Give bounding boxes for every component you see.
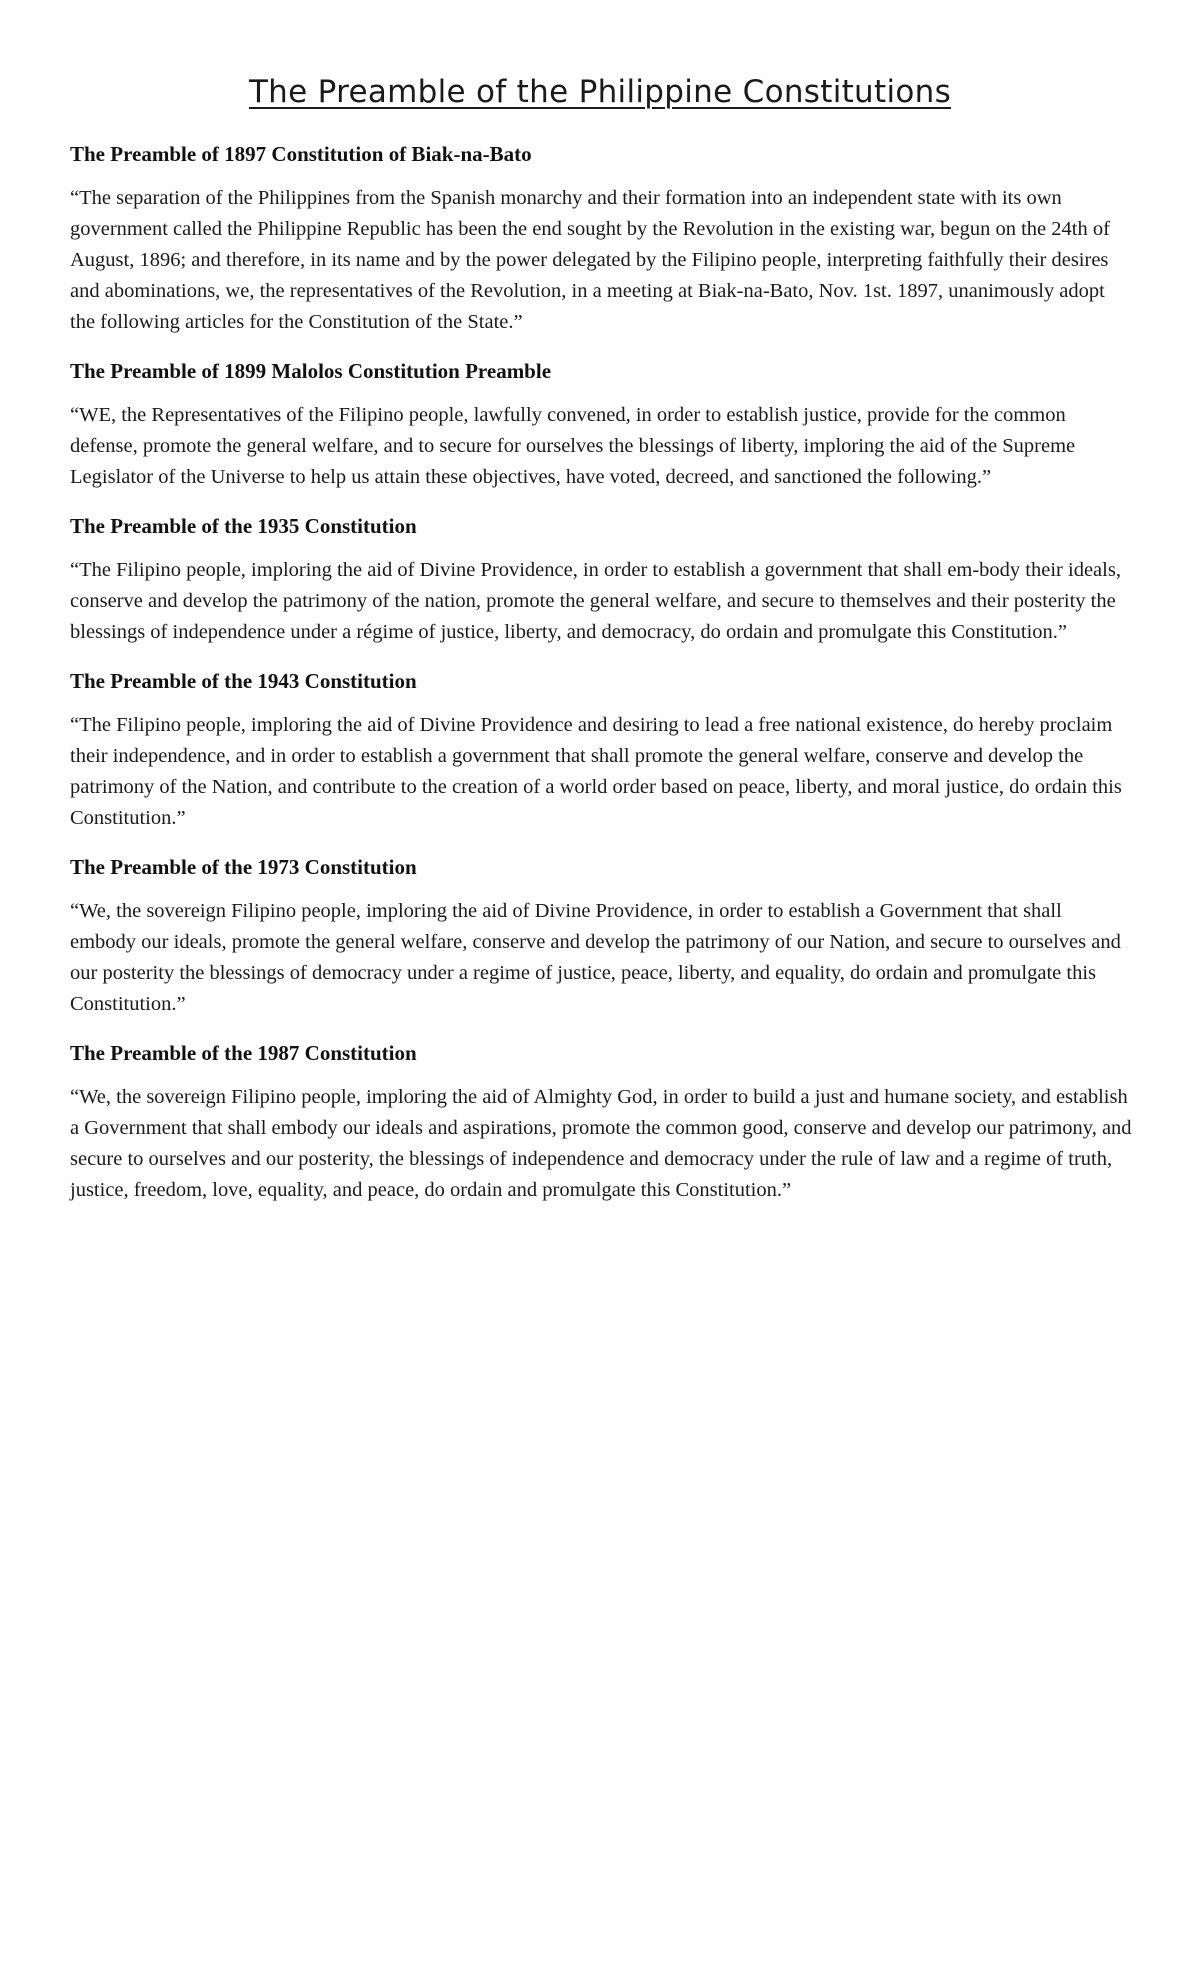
section-text: “The Filipino people, imploring the aid of Divine Providence, in order to establish a government that shall em-body their ideals, conserve and develop the patrimony of the nation, promote the general welfare, and secure to themselves and their posterity the blessings of independence under a régime of justice, liberty, and democracy, do ordain and promulgate this Constitution.” — [70, 559, 1121, 643]
section-heading: The Preamble of 1897 Constitution of Biak-na-Bato — [70, 142, 532, 166]
preamble-section-1897 — [70, 140, 1132, 338]
preamble-section-1935 — [70, 512, 1132, 648]
preamble-section-1987 — [70, 1039, 1132, 1206]
section-text: “We, the sovereign Filipino people, imploring the aid of Almighty God, in order to build a just and humane society, and establish a Government that shall embody our ideals and aspirations, promote the common good, conserve and develop our patrimony, and secure to ourselves and our posterity, the blessings of independence and democracy under the rule of law and a regime of truth, justice, freedom, love, equality, and peace, do ordain and promulgate this Constitution.” — [70, 1086, 1132, 1201]
section-heading: The Preamble of the 1935 Constitution — [70, 514, 417, 538]
section-heading: The Preamble of the 1987 Constitution — [70, 1041, 417, 1065]
preamble-section-1943 — [70, 667, 1132, 834]
section-text: “The separation of the Philippines from the Spanish monarchy and their formation into an independent state with its own government called the Philippine Republic has been the end sought by the Revolution in the existing war, begun on the 24th of August, 1896; and therefore, in its name and by the power delegated by the Filipino people, interpreting faithfully their desires and abominations, we, the representatives of the Revolution, in a meeting at Biak-na-Bato, Nov. 1st. 1897, unanimously adopt the following articles for the Constitution of the State.” — [70, 187, 1110, 333]
document-title: The Preamble of the Philippine Constitutions — [248, 74, 952, 110]
preamble-section-1899 — [70, 357, 1132, 493]
section-text: “We, the sovereign Filipino people, imploring the aid of Divine Providence, in order to establish a Government that shall embody our ideals, promote the general welfare, conserve and develop the patrimony of our Nation, and secure to ourselves and our posterity the blessings of democracy under a regime of justice, peace, liberty, and equality, do ordain and promulgate this Constitution.” — [70, 900, 1121, 1015]
section-text: “WE, the Representatives of the Filipino people, lawfully convened, in order to establish justice, provide for the common defense, promote the general welfare, and to secure for ourselves the blessings of liberty, imploring the aid of the Supreme Legislator of the Universe to help us attain these objectives, have voted, decreed, and sanctioned the following.” — [70, 404, 1076, 488]
section-heading: The Preamble of the 1943 Constitution — [70, 669, 417, 693]
section-heading: The Preamble of 1899 Malolos Constitution Preamble — [70, 359, 552, 383]
preamble-section-1973 — [70, 853, 1132, 1020]
section-heading: The Preamble of the 1973 Constitution — [70, 855, 417, 879]
document-body — [70, 140, 1132, 1225]
section-text: “The Filipino people, imploring the aid of Divine Providence and desiring to lead a free national existence, do hereby proclaim their independence, and in order to establish a government that shall promote the general welfare, conserve and develop the patrimony of the Nation, and contribute to the creation of a world order based on peace, liberty, and moral justice, do ordain this Constitution.” — [70, 714, 1122, 829]
